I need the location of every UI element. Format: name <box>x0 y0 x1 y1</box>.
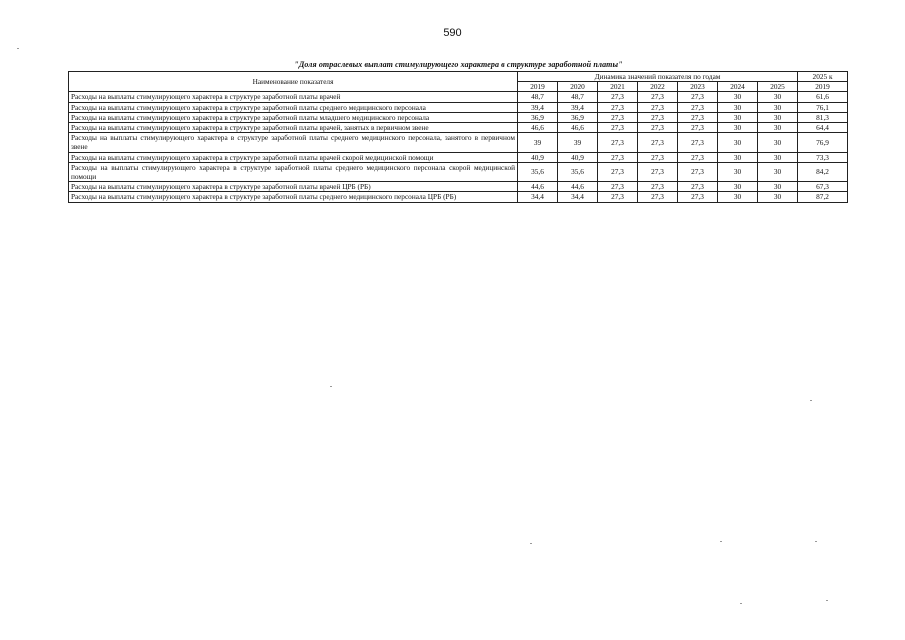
indicator-value: 30 <box>718 102 758 112</box>
table-row <box>69 133 848 152</box>
indicator-value: 27,3 <box>598 102 638 112</box>
indicator-value: 27,3 <box>678 192 718 202</box>
indicator-value: 40,9 <box>518 152 558 162</box>
indicator-value: 30 <box>718 152 758 162</box>
indicator-value: 30 <box>758 133 798 152</box>
indicator-value: 46,6 <box>558 123 598 133</box>
indicator-value: 36,9 <box>518 112 558 122</box>
indicator-value: 27,3 <box>638 162 678 181</box>
indicator-value: 34,4 <box>518 192 558 202</box>
indicator-value: 30 <box>758 152 798 162</box>
indicator-value: 27,3 <box>598 152 638 162</box>
indicator-table <box>68 71 848 203</box>
indicator-value: 27,3 <box>638 112 678 122</box>
indicator-value: 27,3 <box>598 123 638 133</box>
header-year: 2024 <box>718 82 758 92</box>
header-year: 2022 <box>638 82 678 92</box>
indicator-value: 27,3 <box>598 182 638 192</box>
scan-speck <box>815 541 817 542</box>
table-body <box>69 92 848 202</box>
indicator-value: 46,6 <box>518 123 558 133</box>
indicator-value: 73,3 <box>798 152 848 162</box>
indicator-value: 35,6 <box>518 162 558 181</box>
indicator-value: 30 <box>718 192 758 202</box>
header-year: 2025 <box>758 82 798 92</box>
indicator-value: 39 <box>558 133 598 152</box>
indicator-value: 27,3 <box>598 92 638 102</box>
indicator-value: 27,3 <box>638 152 678 162</box>
header-dynamics: Динамика значений показателя по годам <box>518 72 798 82</box>
indicator-value: 40,9 <box>558 152 598 162</box>
document-title: "Доля отраслевых выплат стимулирующего характера в структуре заработной платы" <box>294 60 623 69</box>
indicator-name: Расходы на выплаты стимулирующего характера в структуре заработной платы врачей ЦРБ (РБ) <box>69 182 518 192</box>
header-year: 2021 <box>598 82 638 92</box>
table-row <box>69 162 848 181</box>
scan-speck <box>826 600 828 601</box>
indicator-value: 27,3 <box>678 133 718 152</box>
scan-speck <box>530 543 532 544</box>
indicator-value: 34,4 <box>558 192 598 202</box>
indicator-value: 64,4 <box>798 123 848 133</box>
header-year: 2019 <box>518 82 558 92</box>
indicator-value: 30 <box>718 162 758 181</box>
table-row <box>69 182 848 192</box>
indicator-value: 39 <box>518 133 558 152</box>
indicator-value: 87,2 <box>798 192 848 202</box>
indicator-name: Расходы на выплаты стимулирующего характера в структуре заработной платы среднего медицинского персонала, занятого в первичном звене <box>69 133 518 152</box>
indicator-name: Расходы на выплаты стимулирующего характера в структуре заработной платы среднего медицинского персонала <box>69 102 518 112</box>
table-row <box>69 102 848 112</box>
indicator-value: 61,6 <box>798 92 848 102</box>
table-row <box>69 92 848 102</box>
indicator-value: 27,3 <box>678 102 718 112</box>
indicator-name: Расходы на выплаты стимулирующего характера в структуре заработной платы врачей <box>69 92 518 102</box>
table-row <box>69 192 848 202</box>
table-header-row <box>69 72 848 82</box>
indicator-value: 30 <box>718 123 758 133</box>
indicator-name: Расходы на выплаты стимулирующего характера в структуре заработной платы среднего медицинского персонала ЦРБ (РБ) <box>69 192 518 202</box>
indicator-value: 35,6 <box>558 162 598 181</box>
indicator-value: 67,3 <box>798 182 848 192</box>
indicator-value: 27,3 <box>598 162 638 181</box>
header-name: Наименование показателя <box>69 72 518 92</box>
scan-speck <box>740 603 742 604</box>
indicator-value: 30 <box>758 182 798 192</box>
indicator-value: 44,6 <box>518 182 558 192</box>
indicator-value: 81,3 <box>798 112 848 122</box>
indicator-value: 27,3 <box>678 123 718 133</box>
indicator-value: 44,6 <box>558 182 598 192</box>
indicator-name: Расходы на выплаты стимулирующего характера в структуре заработной платы врачей скорой медицинской помощи <box>69 152 518 162</box>
indicator-name: Расходы на выплаты стимулирующего характера в структуре заработной платы младшего медицинского персонала <box>69 112 518 122</box>
indicator-value: 27,3 <box>678 92 718 102</box>
indicator-value: 27,3 <box>678 182 718 192</box>
indicator-value: 27,3 <box>598 192 638 202</box>
indicator-value: 27,3 <box>678 152 718 162</box>
indicator-value: 39,4 <box>518 102 558 112</box>
indicator-value: 39,4 <box>558 102 598 112</box>
indicator-value: 27,3 <box>638 102 678 112</box>
indicator-value: 36,9 <box>558 112 598 122</box>
indicator-name: Расходы на выплаты стимулирующего характера в структуре заработной платы среднего медицинского персонала скорой медицинской помощи <box>69 162 518 181</box>
indicator-value: 30 <box>758 162 798 181</box>
scan-speck <box>810 400 812 401</box>
indicator-value: 76,9 <box>798 133 848 152</box>
indicator-value: 30 <box>758 102 798 112</box>
table-row <box>69 112 848 122</box>
indicator-value: 30 <box>758 123 798 133</box>
header-year: 2020 <box>558 82 598 92</box>
scan-speck <box>720 541 722 542</box>
indicator-value: 30 <box>718 182 758 192</box>
indicator-value: 27,3 <box>678 162 718 181</box>
indicator-name: Расходы на выплаты стимулирующего характера в структуре заработной платы врачей, занятых в первичном звене <box>69 123 518 133</box>
page-number: 590 <box>443 27 462 39</box>
indicator-value: 48,7 <box>518 92 558 102</box>
indicator-value: 30 <box>718 133 758 152</box>
indicator-value: 27,3 <box>638 133 678 152</box>
indicator-value: 30 <box>758 192 798 202</box>
indicator-value: 27,3 <box>638 182 678 192</box>
indicator-value: 48,7 <box>558 92 598 102</box>
indicator-value: 30 <box>758 92 798 102</box>
indicator-value: 84,2 <box>798 162 848 181</box>
scan-speck <box>17 48 19 49</box>
header-last-line1: 2025 к <box>798 72 848 82</box>
indicator-value: 27,3 <box>638 192 678 202</box>
indicator-value: 27,3 <box>638 92 678 102</box>
header-last-line2: 2019 <box>798 82 848 92</box>
table-row <box>69 123 848 133</box>
indicator-value: 30 <box>718 112 758 122</box>
table-row <box>69 152 848 162</box>
indicator-value: 76,1 <box>798 102 848 112</box>
indicator-value: 30 <box>758 112 798 122</box>
header-year: 2023 <box>678 82 718 92</box>
scan-speck <box>330 386 332 387</box>
indicator-value: 27,3 <box>678 112 718 122</box>
indicator-value: 27,3 <box>598 133 638 152</box>
indicator-value: 30 <box>718 92 758 102</box>
indicator-value: 27,3 <box>638 123 678 133</box>
indicator-value: 27,3 <box>598 112 638 122</box>
